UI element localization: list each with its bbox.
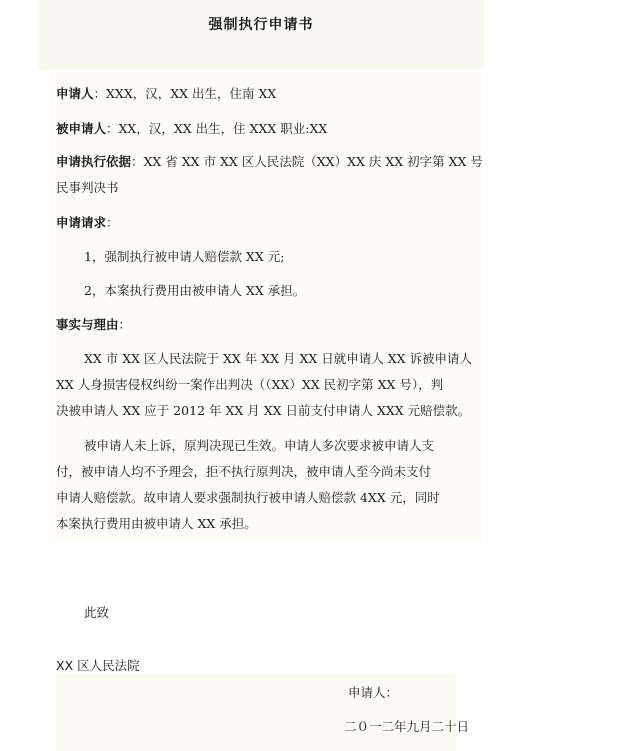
- facts-heading: [56, 316, 131, 334]
- basis-line-2: 民事判决书: [56, 180, 119, 195]
- requests-heading: [56, 214, 119, 232]
- facts-paragraph-1-line: XX 人身损害侵权纠纷一案作出判决（（XX）XX 民初字第 XX 号），判: [56, 377, 444, 392]
- signer-line: 申请人：: [348, 685, 399, 700]
- respondent-line: [56, 120, 327, 138]
- document-title: 强制执行申请书: [208, 17, 314, 33]
- applicant-line: [56, 85, 276, 103]
- facts-paragraph-2-line: 付，被申请人均不予理会，拒不执行原判决，被申请人至今尚未支付: [56, 464, 432, 479]
- court-name: XX 区人民法院: [56, 658, 140, 673]
- basis-text: ：XX 省 XX 市 XX 区人民法院（XX）XX 庆 XX 初字第 XX 号: [131, 154, 483, 169]
- requests-colon: ：: [106, 215, 119, 230]
- basis-label: 申请执行依据: [56, 154, 132, 169]
- document-date: 二０一二年九月二十日: [344, 719, 470, 734]
- request-item: 1，强制执行被申请人赔偿款 XX 元;: [84, 249, 285, 264]
- respondent-label: 被申请人: [56, 121, 107, 136]
- facts-paragraph-2-line: 申请人赔偿款。故申请人要求强制执行被申请人赔偿款 4XX 元，同时: [56, 490, 440, 505]
- facts-paragraph-2-line: 被申请人未上诉，原判决现已生效。申请人多次要求被申请人支: [84, 438, 435, 453]
- facts-paragraph-1-line: XX 市 XX 区人民法院于 XX 年 XX 月 XX 日就申请人 XX 诉被申请人: [84, 351, 472, 366]
- facts-paragraph-1-line: 决被申请人 XX 应于 2012 年 XX 月 XX 日前支付申请人 XXX 元赔偿款。: [56, 403, 471, 418]
- facts-paragraph-2-line: 本案执行费用由被申请人 XX 承担。: [56, 516, 257, 531]
- facts-label: 事实与理由: [56, 317, 119, 332]
- requests-label: 申请请求: [56, 215, 107, 230]
- request-item: 2，本案执行费用由被申请人 XX 承担。: [84, 283, 306, 298]
- background-tint: [38, 0, 484, 70]
- respondent-text: ：XX，汉，XX 出生，住 XXX 职业:XX: [106, 121, 328, 136]
- closing-salute: 此致: [84, 605, 110, 620]
- facts-colon: ：: [118, 317, 132, 332]
- applicant-label: 申请人: [56, 86, 94, 101]
- basis-line: [56, 153, 483, 171]
- applicant-text: ：XXX，汉，XX 出生，住南 XX: [93, 86, 277, 101]
